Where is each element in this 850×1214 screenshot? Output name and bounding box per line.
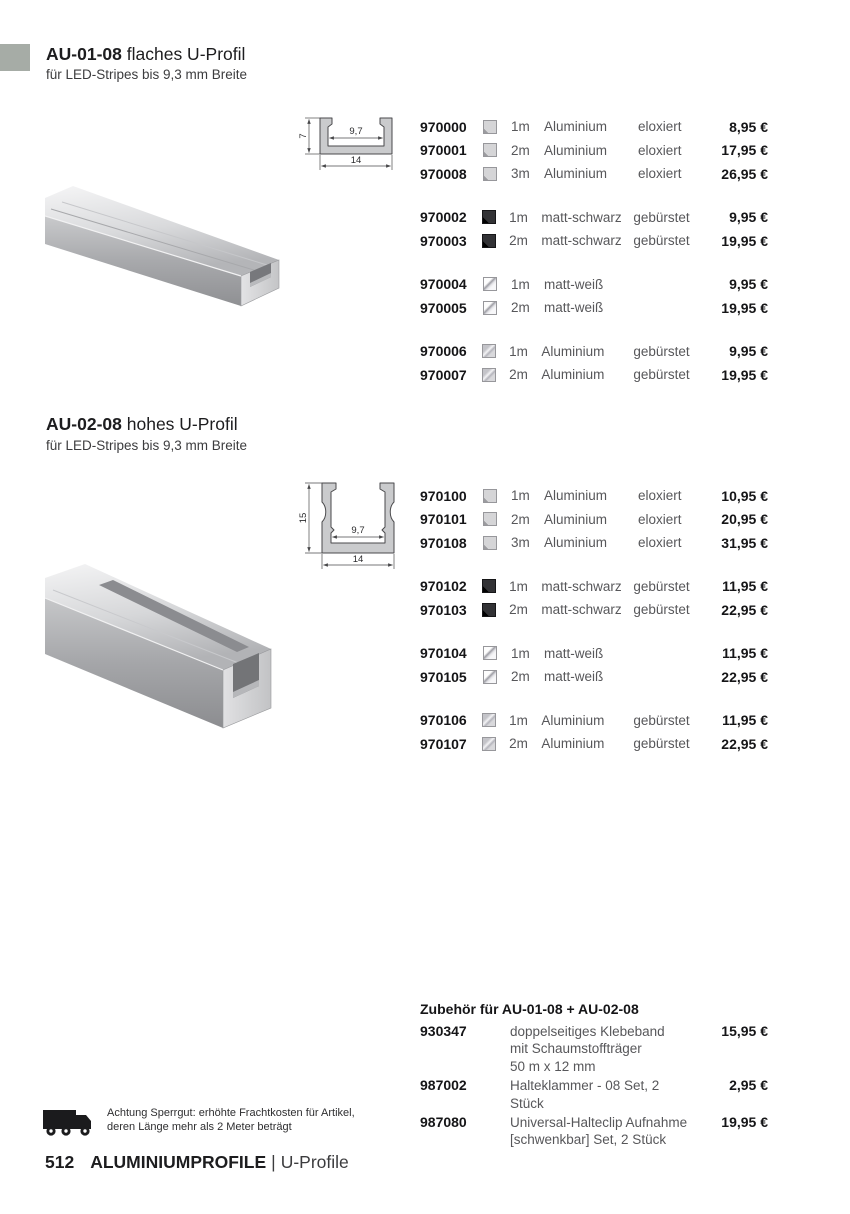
swatch-cell <box>483 277 511 291</box>
length-cell: 3m <box>511 535 530 551</box>
finish-cell: gebürstet <box>633 578 690 594</box>
finish-cell: gebürstet <box>633 233 690 249</box>
table-row <box>420 642 768 666</box>
finish-cell: eloxiert <box>638 119 682 135</box>
table-row-group <box>420 575 768 622</box>
length-cell: 2m <box>511 142 530 158</box>
swatch-cell <box>483 646 511 660</box>
finish-cell: gebürstet <box>633 712 690 728</box>
accessory-description <box>510 1023 696 1075</box>
swatch-cell <box>482 737 509 751</box>
table-row <box>420 531 768 555</box>
length-cell: 1m <box>511 645 530 661</box>
length-cell: 2m <box>509 736 528 752</box>
material-cell: Aluminium <box>544 511 608 527</box>
material-cell: Aluminium <box>541 736 605 752</box>
price-cell: 19,95 € <box>721 1114 768 1131</box>
price-cell: 31,95 € <box>721 534 768 551</box>
material-cell: Aluminium <box>544 535 608 551</box>
table-row <box>420 363 768 387</box>
swatch-white-icon <box>483 646 497 660</box>
swatch-alu-icon <box>483 536 497 550</box>
material-cell: matt-weiß <box>544 300 604 316</box>
swatch-brushed-icon <box>482 344 496 358</box>
price-cell: 22,95 € <box>721 668 768 685</box>
swatch-cell <box>483 512 511 526</box>
swatch-white-icon <box>483 301 497 315</box>
swatch-cell <box>482 603 509 617</box>
table-row <box>420 709 768 733</box>
dim-inner-width-label: 9,7 <box>349 126 363 137</box>
swatch-brushed-icon <box>482 737 496 751</box>
article-number: 970105 <box>420 668 467 685</box>
swatch-cell <box>483 536 511 550</box>
product-photo-high-u-profile <box>45 542 311 740</box>
table-row <box>420 732 768 756</box>
page-footer <box>45 1152 349 1173</box>
table-row-group <box>420 484 768 555</box>
swatch-alu-icon <box>483 167 497 181</box>
article-number: 970004 <box>420 276 467 293</box>
section-accent-square <box>0 44 30 71</box>
length-cell: 1m <box>509 578 528 594</box>
article-number: 970102 <box>420 578 467 595</box>
article-number: 987002 <box>420 1077 467 1094</box>
truck-icon <box>43 1108 95 1138</box>
accessory-description-line: Universal-Halteclip Aufnahme <box>510 1115 688 1131</box>
accessory-row <box>420 1114 768 1149</box>
swatch-alu-icon <box>483 512 497 526</box>
table-row <box>420 273 768 297</box>
dim-height-label: 7 <box>298 133 309 139</box>
table-row <box>420 229 768 253</box>
material-cell: matt-weiß <box>544 669 604 685</box>
swatch-alu-icon <box>483 143 497 157</box>
swatch-cell <box>482 234 509 248</box>
article-number: 970108 <box>420 534 467 551</box>
price-cell: 9,95 € <box>729 276 768 293</box>
article-number: 970006 <box>420 343 467 360</box>
finish-cell: eloxiert <box>638 511 682 527</box>
swatch-black-icon <box>482 579 496 593</box>
table-row-group <box>420 206 768 253</box>
footer-category: ALUMINIUMPROFILE <box>90 1152 267 1172</box>
price-cell: 11,95 € <box>722 578 768 595</box>
material-cell: matt-weiß <box>544 276 604 292</box>
swatch-black-icon <box>482 603 496 617</box>
swatch-cell <box>482 344 509 358</box>
price-cell: 17,95 € <box>721 142 768 159</box>
article-number: 970100 <box>420 487 467 504</box>
length-cell: 2m <box>511 300 530 316</box>
product-subtitle: für LED-Stripes bis 9,3 mm Breite <box>46 67 248 82</box>
article-number: 987080 <box>420 1114 467 1131</box>
swatch-cell <box>482 368 509 382</box>
price-cell: 19,95 € <box>721 232 768 249</box>
table-row <box>420 575 768 599</box>
length-cell: 1m <box>511 488 530 504</box>
price-cell: 10,95 € <box>721 487 768 504</box>
product-title <box>46 414 238 435</box>
swatch-black-icon <box>482 234 496 248</box>
table-row <box>420 162 768 186</box>
length-cell: 2m <box>511 669 530 685</box>
length-cell: 1m <box>511 276 530 292</box>
article-number: 970003 <box>420 232 467 249</box>
swatch-white-icon <box>483 277 497 291</box>
swatch-brushed-icon <box>482 368 496 382</box>
article-number: 970005 <box>420 299 467 316</box>
price-cell: 19,95 € <box>721 366 768 383</box>
price-cell: 22,95 € <box>721 601 768 618</box>
price-cell: 9,95 € <box>729 209 768 226</box>
finish-cell: gebürstet <box>633 209 690 225</box>
accessory-description-line: mit Schaumstoffträger <box>510 1041 642 1057</box>
material-cell: Aluminium <box>544 142 608 158</box>
accessories-section <box>420 1001 768 1151</box>
finish-cell: eloxiert <box>638 488 682 504</box>
product-name: hohes U-Profil <box>126 414 238 434</box>
swatch-cell <box>482 713 509 727</box>
dim-height-label: 15 <box>298 512 309 524</box>
table-row <box>420 296 768 320</box>
length-cell: 1m <box>509 712 528 728</box>
swatch-cell <box>482 579 509 593</box>
swatch-alu-icon <box>483 489 497 503</box>
table-row-group <box>420 340 768 387</box>
article-number: 970002 <box>420 209 467 226</box>
material-cell: Aluminium <box>544 119 608 135</box>
table-row <box>420 115 768 139</box>
article-number: 970000 <box>420 118 467 135</box>
article-number: 970101 <box>420 511 467 528</box>
material-cell: matt-schwarz <box>541 233 622 249</box>
article-number: 970007 <box>420 366 467 383</box>
accessory-description-line: [schwenkbar] Set, 2 Stück <box>510 1132 667 1148</box>
table-row-group <box>420 273 768 320</box>
dim-outer-width-label: 14 <box>352 554 364 565</box>
dim-outer-width-label: 14 <box>350 155 362 166</box>
swatch-brushed-icon <box>482 713 496 727</box>
table-row-group <box>420 709 768 756</box>
table-row-group <box>420 115 768 186</box>
swatch-cell <box>483 489 511 503</box>
cross-section-drawing-flat <box>296 104 414 182</box>
accessory-description <box>510 1114 696 1149</box>
price-cell: 2,95 € <box>729 1077 768 1094</box>
material-cell: matt-schwarz <box>541 578 622 594</box>
finish-cell: gebürstet <box>633 602 690 618</box>
length-cell: 2m <box>509 602 528 618</box>
footer-separator: | <box>271 1152 276 1172</box>
price-cell: 19,95 € <box>721 299 768 316</box>
price-cell: 11,95 € <box>722 645 768 662</box>
table-row <box>420 598 768 622</box>
swatch-cell <box>483 301 511 315</box>
material-cell: matt-weiß <box>544 645 604 661</box>
product-table <box>420 484 768 776</box>
length-cell: 1m <box>509 343 528 359</box>
product-code: AU-01-08 <box>46 44 122 64</box>
length-cell: 1m <box>509 209 528 225</box>
price-cell: 20,95 € <box>721 511 768 528</box>
shipping-note <box>107 1107 355 1134</box>
material-cell: matt-schwarz <box>541 602 622 618</box>
accessory-description <box>510 1077 696 1112</box>
table-row-group <box>420 642 768 689</box>
accessory-row <box>420 1077 768 1112</box>
product-table <box>420 115 768 407</box>
finish-cell: eloxiert <box>638 535 682 551</box>
product-code: AU-02-08 <box>46 414 122 434</box>
product-title <box>46 44 245 65</box>
length-cell: 2m <box>509 233 528 249</box>
table-row <box>420 508 768 532</box>
article-number: 930347 <box>420 1023 467 1039</box>
dim-inner-width-label: 9,7 <box>351 525 365 536</box>
table-row <box>420 139 768 163</box>
article-number: 970103 <box>420 601 467 618</box>
swatch-cell <box>483 167 511 181</box>
finish-cell: eloxiert <box>638 166 682 182</box>
finish-cell: gebürstet <box>633 367 690 383</box>
table-row <box>420 340 768 364</box>
price-cell: 22,95 € <box>721 735 768 752</box>
footer-subcategory: U-Profile <box>280 1152 349 1172</box>
table-row <box>420 206 768 230</box>
length-cell: 2m <box>509 367 528 383</box>
product-subtitle: für LED-Stripes bis 9,3 mm Breite <box>46 438 248 453</box>
material-cell: Aluminium <box>544 166 608 182</box>
accessory-description-line: Halteklammer - 08 Set, 2 Stück <box>510 1078 660 1111</box>
article-number: 970106 <box>420 712 467 729</box>
price-cell: 26,95 € <box>721 165 768 182</box>
swatch-cell <box>483 120 511 134</box>
article-number: 970001 <box>420 142 467 159</box>
price-cell: 11,95 € <box>722 712 768 729</box>
table-row <box>420 484 768 508</box>
article-number: 970104 <box>420 645 467 662</box>
length-cell: 2m <box>511 511 530 527</box>
table-row <box>420 665 768 689</box>
accessory-description-line: doppelseitiges Klebeband <box>510 1024 665 1039</box>
article-number: 970008 <box>420 165 467 182</box>
price-cell: 9,95 € <box>729 343 768 360</box>
finish-cell: gebürstet <box>633 343 690 359</box>
accessory-description-line: 50 m x 12 mm <box>510 1058 596 1074</box>
swatch-cell <box>483 670 511 684</box>
swatch-alu-icon <box>483 120 497 134</box>
page-number: 512 <box>45 1152 75 1172</box>
accessories-title: Zubehör für AU-01-08 + AU-02-08 <box>420 1001 639 1017</box>
material-cell: Aluminium <box>541 367 605 383</box>
product-name: flaches U-Profil <box>126 44 246 64</box>
product-photo-flat-u-profile <box>45 176 307 324</box>
finish-cell: gebürstet <box>633 736 690 752</box>
accessories-table <box>420 1023 768 1149</box>
cross-section-drawing-high <box>296 477 418 576</box>
length-cell: 3m <box>511 166 530 182</box>
length-cell: 1m <box>511 119 530 135</box>
material-cell: Aluminium <box>541 712 605 728</box>
swatch-cell <box>483 143 511 157</box>
shipping-note-line: Achtung Sperrgut: erhöhte Frachtkosten für Artikel, <box>107 1107 355 1119</box>
finish-cell: eloxiert <box>638 142 682 158</box>
accessory-row <box>420 1023 768 1075</box>
material-cell: Aluminium <box>544 488 608 504</box>
shipping-note-line: deren Länge mehr als 2 Meter beträgt <box>107 1120 292 1133</box>
material-cell: matt-schwarz <box>541 209 622 225</box>
price-cell: 8,95 € <box>729 118 768 135</box>
material-cell: Aluminium <box>541 343 605 359</box>
swatch-cell <box>482 210 509 224</box>
price-cell: 15,95 € <box>721 1023 768 1039</box>
swatch-white-icon <box>483 670 497 684</box>
swatch-black-icon <box>482 210 496 224</box>
article-number: 970107 <box>420 735 467 752</box>
